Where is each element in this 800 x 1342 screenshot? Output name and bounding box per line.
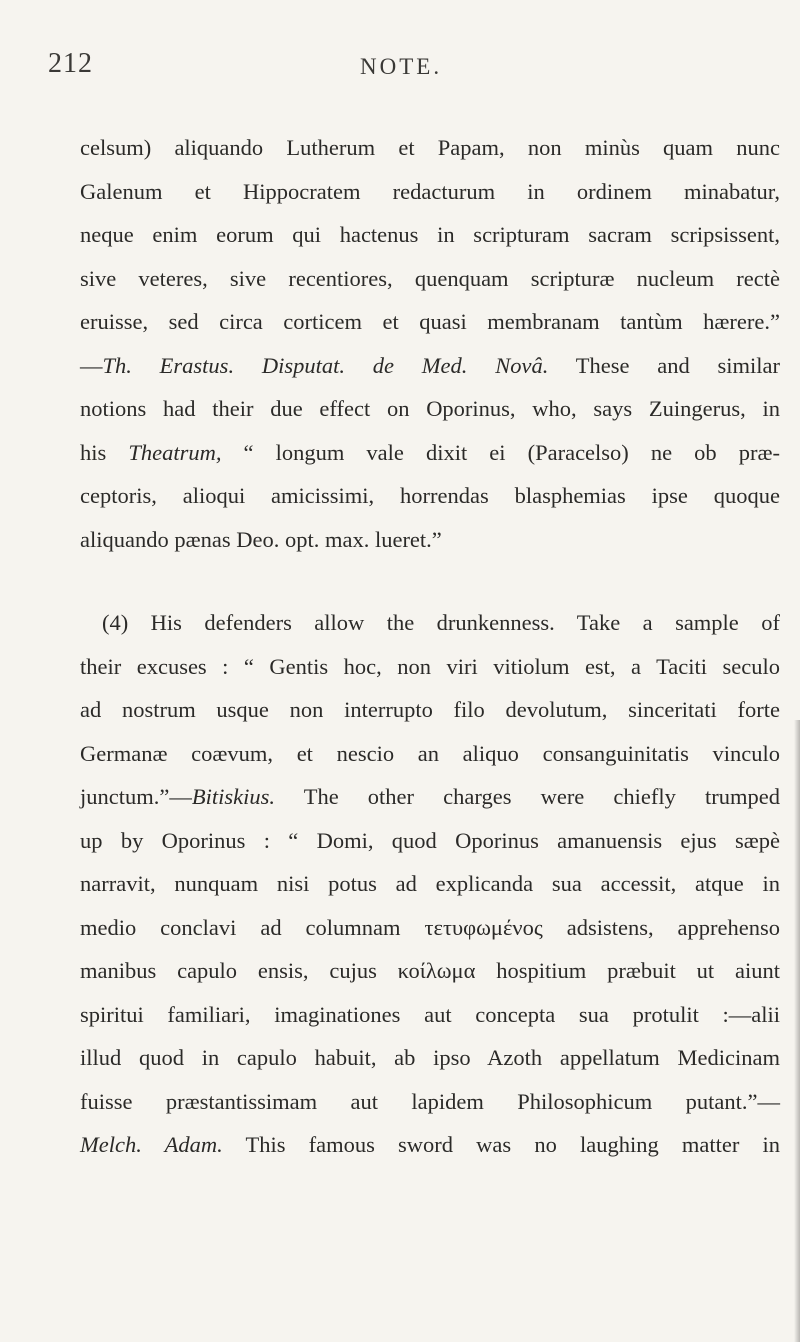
text-line: neque enim eorum qui hactenus in scripturam sacram scripsissent,: [80, 222, 780, 247]
paragraph-1: [80, 126, 780, 561]
text-line: spiritui familiari, imaginationes aut concepta sua protulit :—alii: [80, 1001, 780, 1027]
text-line: notions had their due effect on Oporinus, who, says Zuingerus, in: [80, 396, 780, 421]
text-span: These and similar: [548, 352, 780, 378]
text-line: manibus capulo ensis, cujus κοίλωμα hospitium præbuit ut aiunt: [80, 958, 780, 983]
text-line: up by Oporinus : “ Domi, quod Oporinus amanuensis ejus sæpè: [80, 827, 780, 853]
text-span: “ longum vale dixit ei (Paracelso) ne ob præ-: [221, 439, 780, 465]
text-line: ceptoris, alioqui amicissimi, horrendas blasphemias ipse quoque: [80, 483, 780, 508]
paragraph-2: [80, 601, 780, 1167]
text-line: eruisse, sed circa corticem et quasi membranam tantùm hærere.”: [80, 309, 780, 334]
text-line: Germanæ coævum, et nescio an aliquo consanguinitatis vinculo: [80, 740, 780, 766]
citation-theatrum: Theatrum,: [128, 439, 222, 465]
text-span: The other charges were chiefly trumped: [274, 784, 780, 809]
text-line: their excuses : “ Gentis hoc, non viri vitiolum est, a Taciti seculo: [80, 653, 780, 679]
page-edge-shadow: [794, 720, 800, 1342]
dash: —: [80, 352, 103, 378]
running-head: NOTE.: [360, 54, 443, 79]
body-text: [80, 126, 780, 1167]
text-line: celsum) aliquando Lutherum et Papam, non minùs quam nunc: [80, 135, 780, 160]
citation-bitiskius: Bitiskius.: [191, 784, 275, 809]
text-line: [80, 431, 780, 475]
citation-erastus: Th. Erastus. Disputat. de Med. Novâ.: [102, 352, 549, 378]
paragraph-gap: [80, 561, 780, 601]
text-line: aliquando pænas Deo. opt. max. lueret.”: [80, 526, 442, 552]
text-line: narravit, nunquam nisi potus ad explicanda sua accessit, atque in: [80, 871, 780, 896]
page-number: 212: [48, 48, 93, 79]
text-line: (4) His defenders allow the drunkenness. Take a sample of: [102, 610, 780, 635]
text-span: junctum.”—: [80, 784, 192, 809]
text-line: medio conclavi ad columnam τετυφωμένος adsistens, apprehenso: [80, 914, 780, 940]
text-line: illud quod in capulo habuit, ab ipso Azoth appellatum Medicinam: [80, 1045, 780, 1070]
text-span: This famous sword was no laughing matter in: [222, 1132, 780, 1157]
text-line: [80, 1123, 780, 1167]
text-line: Galenum et Hippocratem redacturum in ordinem minabatur,: [80, 178, 780, 204]
text-line: [80, 344, 780, 388]
text-line: sive veteres, sive recentiores, quenquam scripturæ nucleum rectè: [80, 265, 780, 291]
citation-melch-adam: Melch. Adam.: [80, 1132, 223, 1157]
text-line: [80, 775, 780, 819]
page-header: [0, 48, 800, 88]
text-span: his: [80, 439, 129, 465]
text-line: ad nostrum usque non interrupto filo devolutum, sinceritati forte: [80, 697, 780, 722]
text-line: fuisse præstantissimam aut lapidem Philosophicum putant.”—: [80, 1088, 780, 1114]
